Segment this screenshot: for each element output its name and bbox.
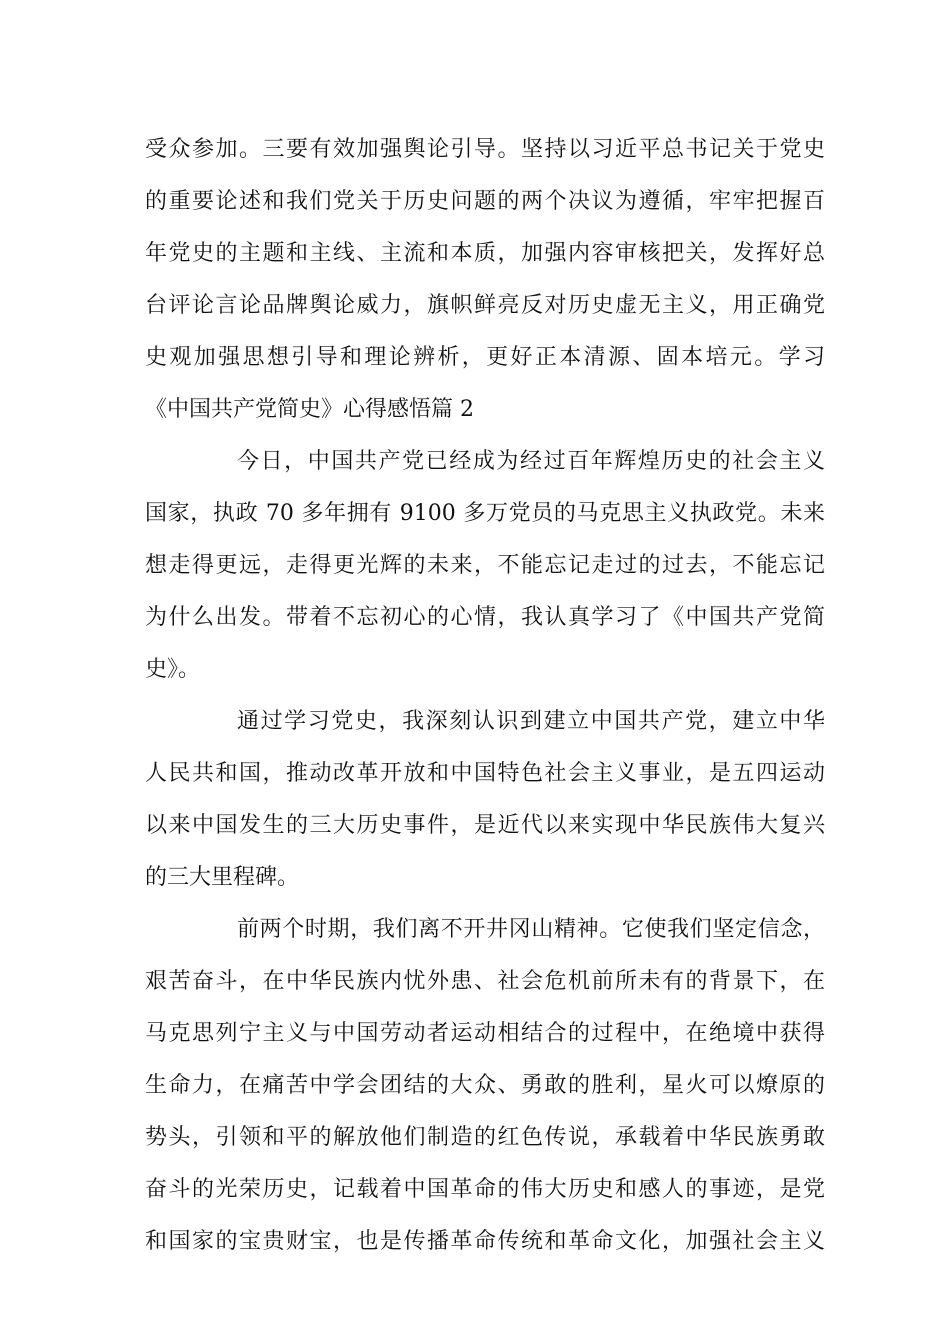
text-line: 想走得更远，走得更光辉的未来，不能忘记走过的过去，不能忘记 [145, 553, 825, 578]
text-line: 受众参加。三要有效加强舆论引导。坚持以习近平总书记关于党史 [145, 137, 825, 162]
document-body [145, 124, 825, 1268]
text-line: 年党史的主题和主线、主流和本质，加强内容审核把关，发挥好总 [145, 241, 825, 266]
paragraph-first-line: 今日，中国共产党已经成为经过百年辉煌历史的社会主义 [237, 449, 825, 474]
text-line: 史观加强思想引导和理论辨析，更好正本清源、固本培元。学习 [145, 345, 825, 370]
text-line: 奋斗的光荣历史，记载着中国革命的伟大历史和感人的事迹，是党 [145, 1177, 825, 1202]
text-line: 史》。 [145, 657, 201, 682]
text-line: 为什么出发。带着不忘初心的心情，我认真学习了《中国共产党简 [145, 605, 825, 630]
text-line: 的三大里程碑。 [145, 865, 300, 890]
text-line: 艰苦奋斗，在中华民族内忧外患、社会危机前所未有的背景下，在 [145, 969, 825, 994]
text-line: 国家，执政 70 多年拥有 9100 多万党员的马克思主义执政党。未来 [145, 501, 825, 526]
text-line: 生命力，在痛苦中学会团结的大众、勇敢的胜利，星火可以燎原的 [145, 1073, 825, 1098]
text-line: 以来中国发生的三大历史事件，是近代以来实现中华民族伟大复兴 [145, 813, 825, 838]
section-heading: 《中国共产党简史》心得感悟篇 2 [145, 397, 474, 422]
text-line: 人民共和国，推动改革开放和中国特色社会主义事业，是五四运动 [145, 761, 825, 786]
text-line: 的重要论述和我们党关于历史问题的两个决议为遵循，牢牢把握百 [145, 189, 825, 214]
text-line: 和国家的宝贵财宝，也是传播革命传统和革命文化，加强社会主义 [145, 1229, 825, 1254]
paragraph-first-line: 通过学习党史，我深刻认识到建立中国共产党，建立中华 [237, 709, 825, 734]
text-line: 台评论言论品牌舆论威力，旗帜鲜亮反对历史虚无主义，用正确党 [145, 293, 825, 318]
text-line: 马克思列宁主义与中国劳动者运动相结合的过程中，在绝境中获得 [145, 1021, 825, 1046]
text-line: 势头，引领和平的解放他们制造的红色传说，承载着中华民族勇敢 [145, 1125, 825, 1150]
paragraph-first-line: 前两个时期，我们离不开井冈山精神。它使我们坚定信念， [237, 917, 825, 942]
